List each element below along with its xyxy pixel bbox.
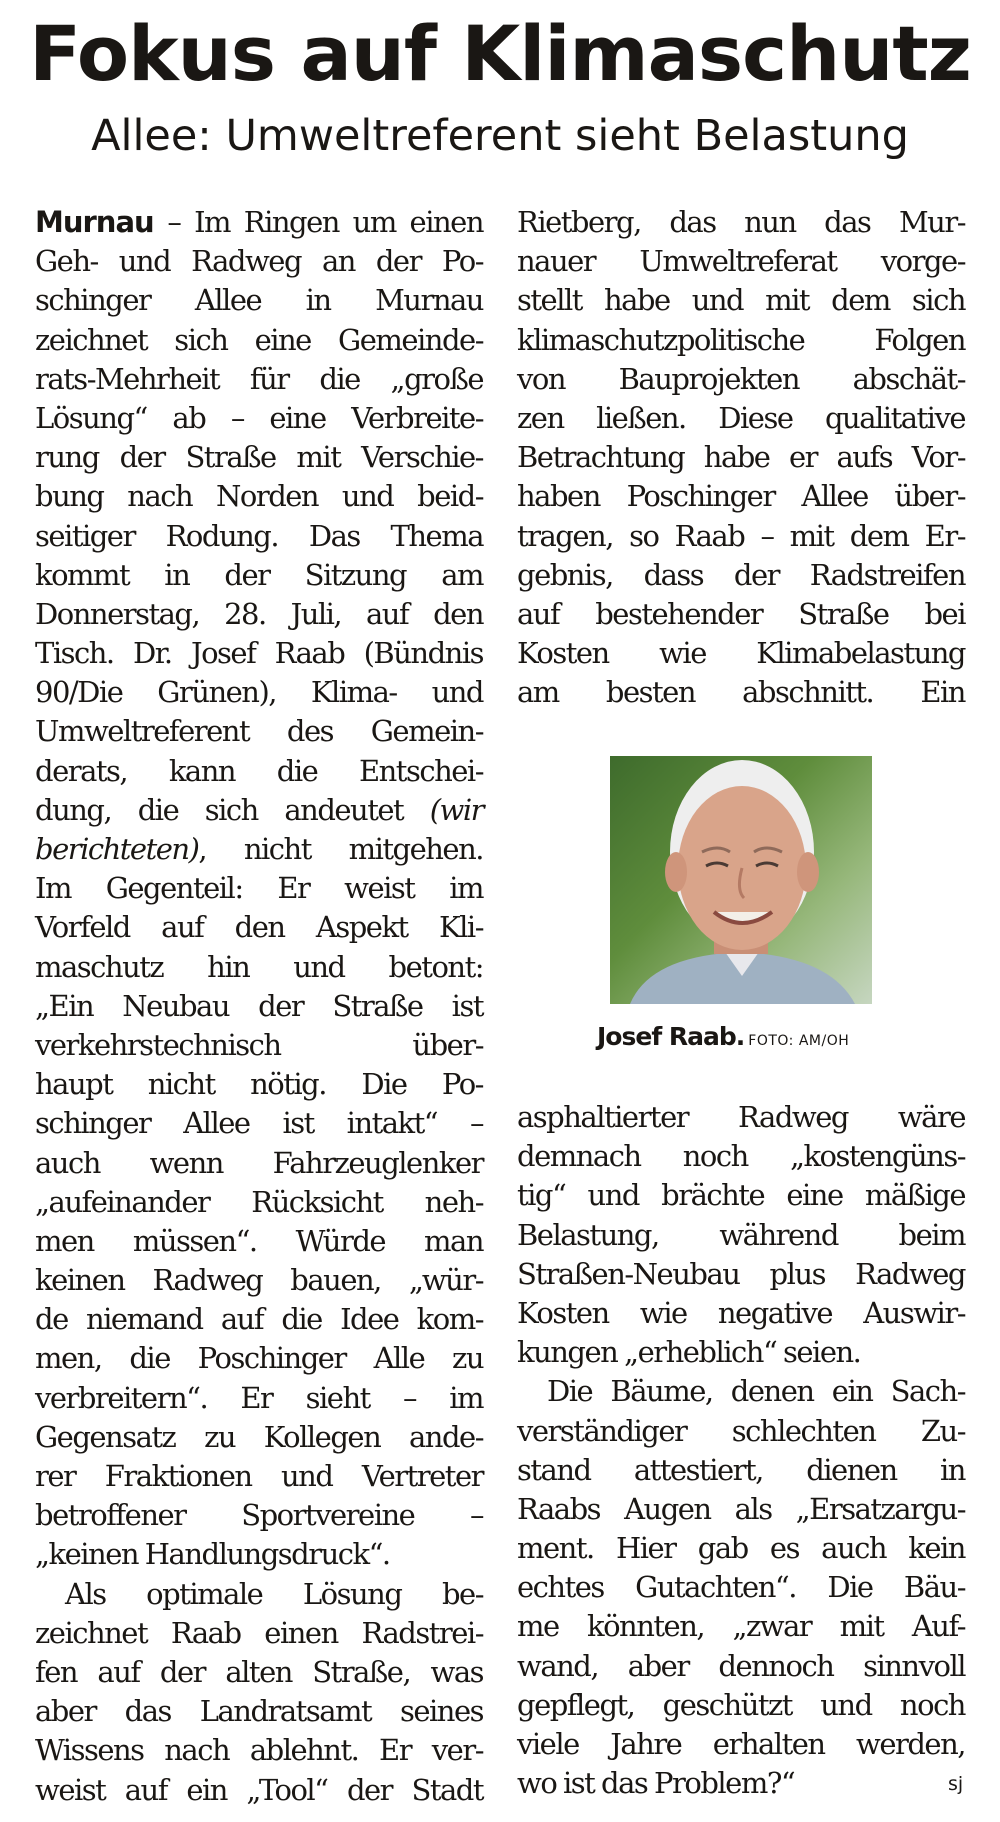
text-line: Wissens nach ablehnt. Er ver-	[35, 1733, 483, 1768]
text-line: gepflegt, geschützt und noch	[517, 1687, 965, 1722]
article-column-left	[35, 203, 483, 1810]
text-line: zeichnet sich eine Gemeinde-	[35, 322, 483, 357]
text-line: auch wenn Fahrzeuglenker	[35, 1145, 483, 1180]
text-line: schinger Allee ist intakt“ –	[35, 1106, 483, 1141]
text-line: Geh- und Radweg an der Po-	[35, 244, 483, 279]
text-line: Rietberg, das nun das Mur-	[517, 205, 965, 239]
text-line: wo ist das Problem?“	[517, 1766, 795, 1801]
ear-right-shape	[797, 852, 819, 892]
text-line: „keinen Handlungsdruck“.	[35, 1537, 390, 1572]
text-line: derats, kann die Entschei-	[35, 753, 483, 788]
text-line: Vorfeld auf den Aspekt Kli-	[35, 910, 483, 945]
text-line: Umweltreferent des Gemein-	[35, 714, 483, 749]
text-line: demnach noch „kostengüns-	[517, 1139, 965, 1174]
text-line: keinen Radweg bauen, „wür-	[35, 1263, 483, 1298]
text-line: Kosten wie negative Auswir-	[517, 1295, 965, 1330]
text-line: seitiger Rodung. Das Thema	[35, 518, 483, 553]
text-line: Betrachtung habe er aufs Vor-	[517, 440, 965, 475]
headline: Fokus auf Klimaschutz	[29, 9, 971, 98]
text-line: schinger Allee in Murnau	[35, 283, 483, 318]
text-line: haupt nicht nötig. Die Po-	[35, 1067, 483, 1102]
text-line: rats-Mehrheit für die „große	[35, 361, 483, 396]
article-column-right-top	[517, 203, 965, 712]
text-line: rung der Straße mit Verschie-	[35, 440, 483, 475]
text-line: Belastung, während beim	[517, 1217, 965, 1252]
ear-left-shape	[665, 852, 687, 892]
text-line: Die Bäume, denen ein Sach-	[547, 1374, 965, 1409]
text-line: maschutz hin und betont:	[35, 949, 483, 984]
text-line: nauer Umweltreferat vorge-	[517, 244, 965, 279]
text-line: „Ein Neubau der Straße ist	[35, 988, 483, 1023]
photo-caption	[597, 1020, 897, 1058]
text-line: men, die Poschinger Alle zu	[35, 1341, 483, 1376]
text-line: viele Jahre erhalten werden,	[517, 1727, 965, 1761]
text-line: betroffener Sportvereine –	[35, 1498, 483, 1533]
text-line: verständiger schlechten Zu-	[517, 1413, 965, 1448]
text-line: Donnerstag, 28. Juli, auf den	[35, 596, 483, 631]
dateline: Murnau	[35, 205, 154, 239]
text-line: weist auf ein „Tool“ der Stadt	[35, 1772, 483, 1807]
text-line: verkehrstechnisch über-	[35, 1027, 483, 1062]
text-line: „aufeinander Rücksicht neh-	[35, 1184, 483, 1219]
text-line: berichteten), nicht mitgehen.	[35, 832, 483, 866]
author-signature: sj	[948, 1773, 964, 1795]
text-line: tig“ und brächte eine mäßige	[517, 1178, 965, 1213]
text-line: klimaschutzpolitische Folgen	[517, 322, 965, 357]
portrait-photo	[610, 756, 872, 1004]
text-line: 90/Die Grünen), Klima- und	[35, 675, 483, 710]
text-line: zen ließen. Diese qualitative	[517, 400, 965, 435]
text-line: Kosten wie Klimabelastung	[517, 636, 965, 671]
text-line: Murnau – Im Ringen um einen	[35, 205, 483, 239]
text-line: Lösung“ ab – eine Verbreite-	[35, 400, 483, 435]
text-line: fen auf der alten Straße, was	[35, 1654, 483, 1689]
text-line: Raabs Augen als „Ersatzargu-	[517, 1491, 965, 1526]
article-column-right-bottom	[517, 1098, 965, 1803]
text-line: wand, aber dennoch sinnvoll	[517, 1648, 965, 1683]
caption-name: Josef Raab.	[597, 1022, 745, 1051]
text-line: kommt in der Sitzung am	[35, 557, 483, 592]
portrait-illustration	[610, 756, 872, 1004]
text-line: Als optimale Lösung be-	[65, 1576, 483, 1611]
text-line: men müssen“. Würde man	[35, 1223, 483, 1258]
text-line: zeichnet Raab einen Radstrei-	[35, 1615, 483, 1650]
text-line: kungen „erheblich“ seien.	[517, 1335, 861, 1370]
text-line: Tisch. Dr. Josef Raab (Bündnis	[35, 636, 483, 671]
text-line: bung nach Norden und beid-	[35, 479, 483, 514]
text-line: tragen, so Raab – mit dem Er-	[517, 518, 965, 553]
text-line: de niemand auf die Idee kom-	[35, 1302, 483, 1337]
text-line: asphaltierter Radweg wäre	[517, 1100, 965, 1134]
text-line: verbreitern“. Er sieht – im	[35, 1380, 483, 1415]
text-line: stand attestiert, dienen in	[517, 1452, 965, 1487]
text-line: am besten abschnitt. Ein	[517, 675, 965, 710]
caption-credit: FOTO: AM/OH	[748, 1033, 850, 1049]
subheadline: Allee: Umweltreferent sieht Belastung	[91, 111, 909, 161]
text-line: haben Poschinger Allee über-	[517, 479, 965, 514]
text-line: Im Gegenteil: Er weist im	[35, 871, 483, 906]
text-line: Straßen-Neubau plus Radweg	[517, 1256, 965, 1291]
text-line: rer Fraktionen und Vertreter	[35, 1459, 483, 1493]
text-line: dung, die sich andeutet (wir	[35, 792, 483, 827]
text-line: echtes Gutachten“. Die Bäu-	[517, 1570, 965, 1605]
text-line: gebnis, dass der Radstreifen	[517, 557, 965, 592]
text-line: auf bestehender Straße bei	[517, 596, 965, 631]
text-line: stellt habe und mit dem sich	[517, 283, 965, 318]
text-line: aber das Landratsamt seines	[35, 1694, 483, 1729]
text-line: Gegensatz zu Kollegen ande-	[35, 1419, 483, 1454]
text-line: me könnten, „zwar mit Auf-	[517, 1609, 965, 1644]
text-line: ment. Hier gab es auch kein	[517, 1531, 965, 1566]
text-line: von Bauprojekten abschät-	[517, 361, 965, 396]
